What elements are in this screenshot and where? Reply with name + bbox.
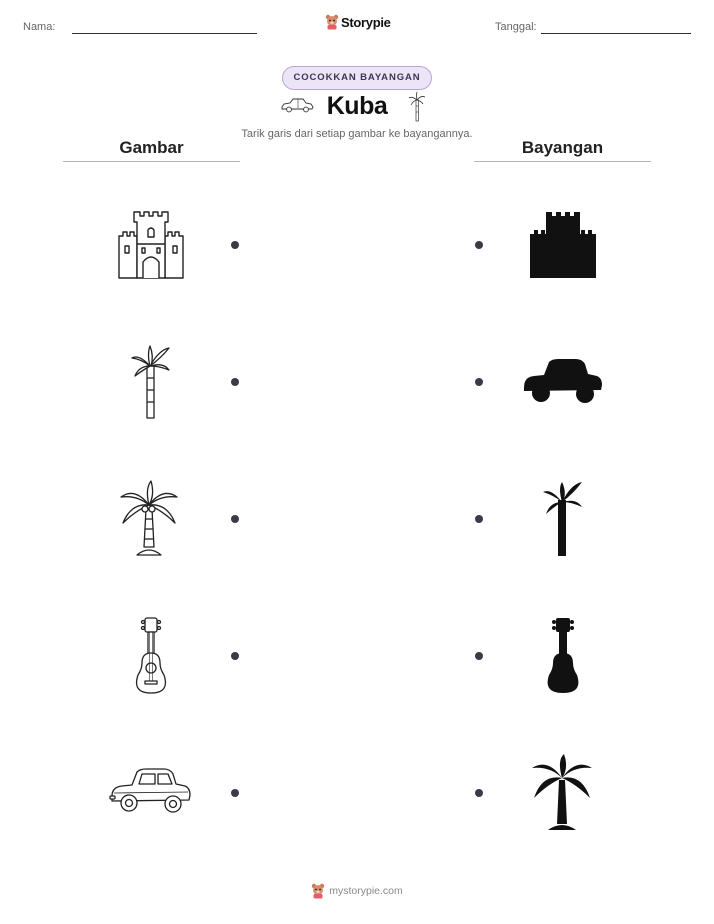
- ukulele-silhouette: [542, 617, 584, 695]
- bear-mascot-icon: [311, 883, 325, 899]
- left-match-dot[interactable]: [231, 241, 239, 249]
- title-car-icon: [280, 97, 314, 113]
- right-match-dot[interactable]: [475, 515, 483, 523]
- palm-tree-silhouette: [530, 754, 596, 832]
- sugarcane-silhouette: [541, 482, 585, 558]
- classic-car-icon: [110, 766, 192, 818]
- right-match-dot[interactable]: [475, 789, 483, 797]
- castle-icon: [116, 210, 186, 280]
- instructions-text: Tarik garis dari setiap gambar ke bayangannya.: [241, 128, 473, 140]
- left-match-dot[interactable]: [231, 652, 239, 660]
- brand-name: Storypie: [341, 14, 391, 30]
- date-label: Tanggal:: [495, 21, 537, 33]
- footer: [0, 883, 714, 899]
- left-match-dot[interactable]: [231, 378, 239, 386]
- right-match-dot[interactable]: [475, 378, 483, 386]
- worksheet-title: Kuba: [326, 92, 388, 120]
- classic-car-silhouette: [522, 357, 604, 407]
- right-heading-underline: [474, 161, 651, 162]
- right-match-dot[interactable]: [475, 241, 483, 249]
- palm-tree-icon: [117, 481, 183, 557]
- left-column-heading: Gambar: [119, 138, 184, 157]
- left-heading-underline: [63, 161, 240, 162]
- activity-badge: COCOKKAN BAYANGAN: [282, 66, 432, 90]
- left-match-dot[interactable]: [231, 789, 239, 797]
- bear-mascot-icon: [325, 14, 339, 30]
- ukulele-icon: [130, 617, 172, 695]
- left-match-dot[interactable]: [231, 515, 239, 523]
- sugarcane-icon: [129, 346, 173, 420]
- right-column-heading: Bayangan: [521, 138, 604, 157]
- name-input-line[interactable]: [72, 33, 257, 34]
- castle-silhouette: [528, 210, 598, 280]
- name-label: Nama:: [23, 21, 56, 33]
- date-input-line[interactable]: [541, 33, 691, 34]
- right-match-dot[interactable]: [475, 652, 483, 660]
- title-sugarcane-icon: [408, 92, 426, 122]
- footer-site-link[interactable]: mystorypie.com: [329, 885, 403, 897]
- brand-logo: [325, 14, 391, 30]
